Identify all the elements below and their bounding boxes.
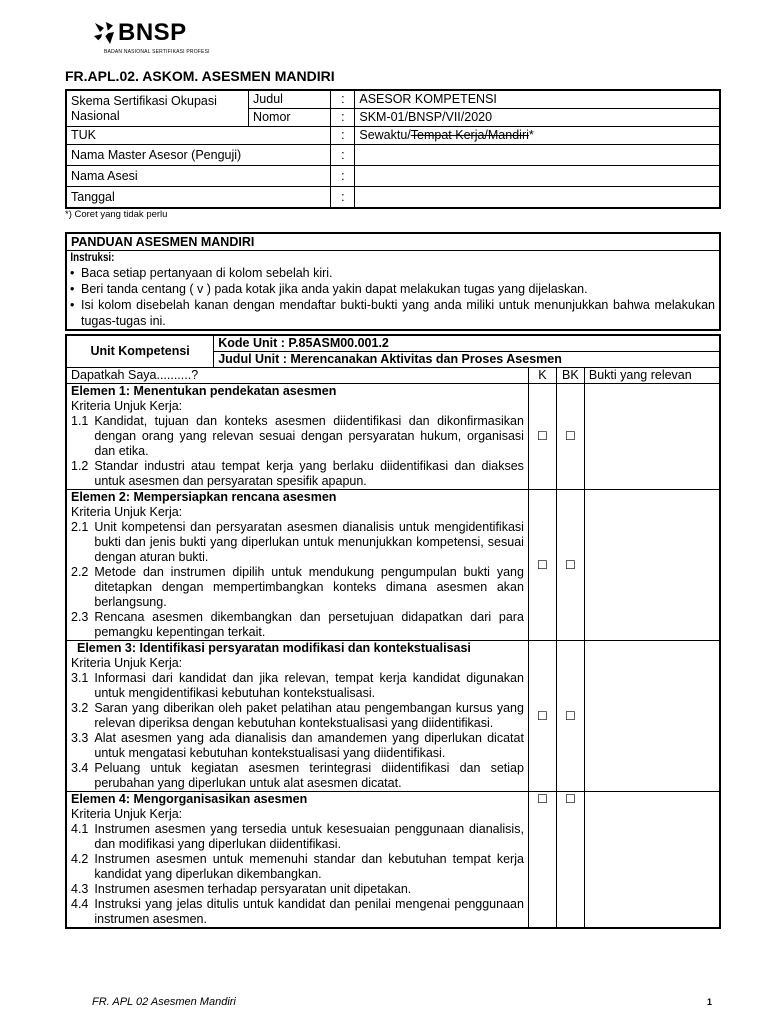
logo-subtitle: BADAN NASIONAL SERTIFIKASI PROFESI	[104, 49, 210, 55]
criterion-item	[71, 520, 524, 565]
column-header-row	[66, 368, 720, 384]
criterion-item	[71, 882, 524, 897]
element-content	[66, 490, 528, 641]
criterion-number: 2.2	[71, 565, 89, 579]
criterion-number: 4.4	[71, 897, 89, 911]
checkbox-bk[interactable]: ☐	[565, 557, 576, 572]
panduan-title: PANDUAN ASESMEN MANDIRI	[67, 234, 719, 251]
colon: :	[331, 127, 355, 145]
colon: :	[331, 90, 355, 109]
judul-label: Judul	[249, 90, 331, 109]
header-row-tanggal	[66, 187, 720, 209]
element-row	[66, 792, 720, 929]
element-title: Elemen 2: Mempersiapkan rencana asesmen	[71, 490, 337, 504]
element-title: Elemen 4: Mengorganisasikan asesmen	[71, 792, 308, 806]
colon: :	[331, 166, 355, 187]
checkbox-cell-bk	[556, 384, 584, 490]
bukti-cell[interactable]	[584, 384, 720, 490]
competency-table	[65, 334, 721, 929]
header-row-asesi	[66, 166, 720, 187]
tuk-value	[355, 127, 720, 145]
criterion-number: 3.4	[71, 761, 89, 775]
kriteria-label: Kriteria Unjuk Kerja:	[71, 656, 183, 670]
criterion-item	[71, 731, 524, 761]
criterion-item	[71, 671, 524, 701]
colon: :	[331, 187, 355, 209]
skema-label: Skema Sertifikasi Okupasi Nasional	[66, 90, 249, 127]
criterion-item	[71, 897, 524, 927]
criteria-list	[71, 520, 524, 640]
criterion-item	[71, 822, 524, 852]
checkbox-k[interactable]: ☐	[537, 429, 548, 443]
criteria-list	[71, 671, 524, 791]
criterion-text: Peluang untuk kegiatan asesmen terintegrasi diidentifikasi dan setiap perubahan yang diperlukan untuk alat asesmen dicatat.	[94, 761, 524, 790]
criterion-text: Rencana asesmen dikembangkan dan persetujuan didapatkan dari para pemangku kepentingan terkait.	[94, 610, 524, 639]
instruksi-item: • Isi kolom disebelah kanan dengan mendaftar bukti-bukti yang anda miliki untuk menunjukkan bahwa melakukan tugas-tugas ini.	[81, 297, 715, 329]
criterion-number: 4.1	[71, 822, 89, 836]
criterion-number: 1.1	[71, 414, 89, 428]
nomor-label: Nomor	[249, 109, 331, 127]
checkbox-cell-bk	[556, 792, 584, 929]
header-row-tuk	[66, 127, 720, 145]
criterion-text: Kandidat, tujuan dan konteks asesmen diidentifikasi dan dikonfirmasikan dengan orang yang relevan sesuai dengan persyaratan hukum, organisasi dan etika.	[94, 414, 524, 458]
checkbox-cell-k	[528, 490, 556, 641]
criterion-text: Saran yang diberikan oleh paket pelatihan atau pengembangan kursus yang relevan diperiksa dengan kebutuhan kontekstualisasi yang diidentifikasi.	[94, 701, 524, 730]
criterion-text: Instruksi yang jelas ditulis untuk kandidat dan penilai mengenai penggunaan instrumen asesmen.	[94, 897, 524, 926]
header-row-master	[66, 145, 720, 166]
bnsp-emblem-icon	[92, 20, 118, 46]
tanggal-value[interactable]	[355, 187, 720, 209]
element-content	[66, 384, 528, 490]
colon: :	[331, 109, 355, 127]
criterion-text: Alat asesmen yang ada dianalisis dan amandemen yang diperlukan dicatat untuk mengatasi kebutuhan kontekstualisasi yang diidentifikasi.	[94, 731, 524, 760]
logo-text: BNSP	[118, 19, 187, 46]
element-title: Elemen 3: Identifikasi persyaratan modifikasi dan kontekstualisasi	[77, 641, 471, 655]
footer-doc-name: FR. APL 02 Asesmen Mandiri	[92, 996, 236, 1008]
tanggal-label: Tanggal	[66, 187, 331, 209]
kriteria-label: Kriteria Unjuk Kerja:	[71, 505, 183, 519]
instruksi-item: • Baca setiap pertanyaan di kolom sebelah kiri.	[81, 265, 715, 281]
kriteria-label: Kriteria Unjuk Kerja:	[71, 807, 183, 821]
col-dapatkah: Dapatkah Saya..........?	[66, 368, 528, 384]
element-row	[66, 490, 720, 641]
kriteria-label: Kriteria Unjuk Kerja:	[71, 399, 183, 413]
criterion-text: Unit kompetensi dan persyaratan asesmen dianalisis untuk mengidentifikasi bukti dan jenis bukti yang diperlukan untuk menunjukkan kompetensi, sesuai dengan aturan bukti.	[94, 520, 524, 564]
unit-kompetensi-label: Unit Kompetensi	[66, 335, 214, 368]
criterion-item	[71, 565, 524, 610]
tuk-option-sewaktu: Sewaktu/	[359, 128, 411, 142]
criterion-text: Instrumen asesmen untuk memenuhi standar dan kebutuhan tempat kerja kandidat yang diperlukan dikembangkan.	[94, 852, 524, 881]
footnote-coret: *) Coret yang tidak perlu	[65, 209, 168, 220]
element-row	[66, 384, 720, 490]
criterion-item	[71, 852, 524, 882]
instruksi-label: Instruksi:	[70, 252, 115, 264]
instruksi-list	[67, 265, 719, 329]
criterion-text: Informasi dari kandidat dan jika relevan, tempat kerja kandidat digunakan untuk mengidentifikasi kebutuhan kontekstualisasi.	[94, 671, 524, 700]
tuk-asterisk: *	[528, 128, 534, 142]
criterion-number: 4.3	[71, 882, 89, 896]
criterion-item	[71, 459, 524, 489]
criterion-text: Instrumen asesmen yang tersedia untuk kesesuaian penggunaan dianalisis, dan modifikasi yang diperlukan diidentifikasi.	[94, 822, 524, 851]
element-content	[66, 641, 528, 792]
criterion-text: Instrumen asesmen terhadap persyaratan unit dipetakan.	[94, 882, 412, 896]
element-row	[66, 641, 720, 792]
criterion-item	[71, 610, 524, 640]
document-title: FR.APL.02. ASKOM. ASESMEN MANDIRI	[65, 68, 335, 84]
criteria-list	[71, 414, 524, 489]
checkbox-bk[interactable]: ☐	[565, 708, 576, 723]
criterion-item	[71, 701, 524, 731]
criterion-number: 3.2	[71, 701, 89, 715]
criterion-text: Metode dan instrumen dipilih untuk mendukung pengumpulan bukti yang ditetapkan dengan mempertimbangkan konteks dimana asesmen akan berlangsung.	[94, 565, 524, 609]
checkbox-cell-bk	[556, 641, 584, 792]
checkbox-k[interactable]: ☐	[537, 708, 548, 723]
master-asesor-label: Nama Master Asesor (Penguji)	[66, 145, 331, 166]
tuk-label: TUK	[66, 127, 331, 145]
judul-value: ASESOR KOMPETENSI	[355, 90, 720, 109]
elements-body	[66, 384, 720, 929]
col-k: K	[528, 368, 556, 384]
element-content	[66, 792, 528, 929]
criterion-text: Standar industri atau tempat kerja yang berlaku diidentifikasi dan diakses untuk asesmen dan persyaratan spesifik apapun.	[94, 459, 524, 488]
criterion-number: 2.3	[71, 610, 89, 624]
criterion-item	[71, 761, 524, 791]
bukti-cell[interactable]	[584, 641, 720, 792]
checkbox-cell-k	[528, 641, 556, 792]
nomor-value: SKM-01/BNSP/VII/2020	[355, 109, 720, 127]
checkbox-cell-bk	[556, 490, 584, 641]
bukti-cell[interactable]	[584, 490, 720, 641]
checkbox-bk[interactable]: ☐	[565, 429, 576, 443]
criterion-number: 1.2	[71, 459, 89, 473]
header-table	[65, 89, 721, 209]
criterion-number: 2.1	[71, 520, 89, 534]
criterion-number: 3.1	[71, 671, 89, 685]
checkbox-k[interactable]: ☐	[537, 792, 548, 806]
col-bukti: Bukti yang relevan	[584, 368, 720, 384]
header-row-judul	[66, 90, 720, 109]
criterion-number: 3.3	[71, 731, 89, 745]
bnsp-logo	[92, 19, 210, 56]
panduan-box	[65, 232, 721, 331]
page-number: 1	[707, 997, 713, 1007]
checkbox-k[interactable]: ☐	[537, 557, 548, 572]
unit-row-kode	[66, 335, 720, 352]
criteria-list	[71, 822, 524, 927]
nama-asesi-label: Nama Asesi	[66, 166, 331, 187]
instruksi-item: • Beri tanda centang ( v ) pada kotak jika anda yakin dapat melakukan tugas yang dijelaskan.	[81, 281, 715, 297]
tuk-option-struck: Tempat Kerja/Mandiri	[410, 128, 529, 142]
element-title: Elemen 1: Menentukan pendekatan asesmen	[71, 384, 337, 398]
colon: :	[331, 145, 355, 166]
checkbox-bk[interactable]: ☐	[565, 792, 576, 806]
kode-unit: Kode Unit : P.85ASM00.001.2	[214, 335, 720, 352]
bukti-cell[interactable]	[584, 792, 720, 929]
criterion-item	[71, 414, 524, 459]
checkbox-cell-k	[528, 792, 556, 929]
nama-asesi-value[interactable]	[355, 166, 720, 187]
master-asesor-value[interactable]	[355, 145, 720, 166]
criterion-number: 4.2	[71, 852, 89, 866]
judul-unit: Judul Unit : Merencanakan Aktivitas dan Proses Asesmen	[214, 352, 720, 368]
col-bk: BK	[556, 368, 584, 384]
checkbox-cell-k	[528, 384, 556, 490]
